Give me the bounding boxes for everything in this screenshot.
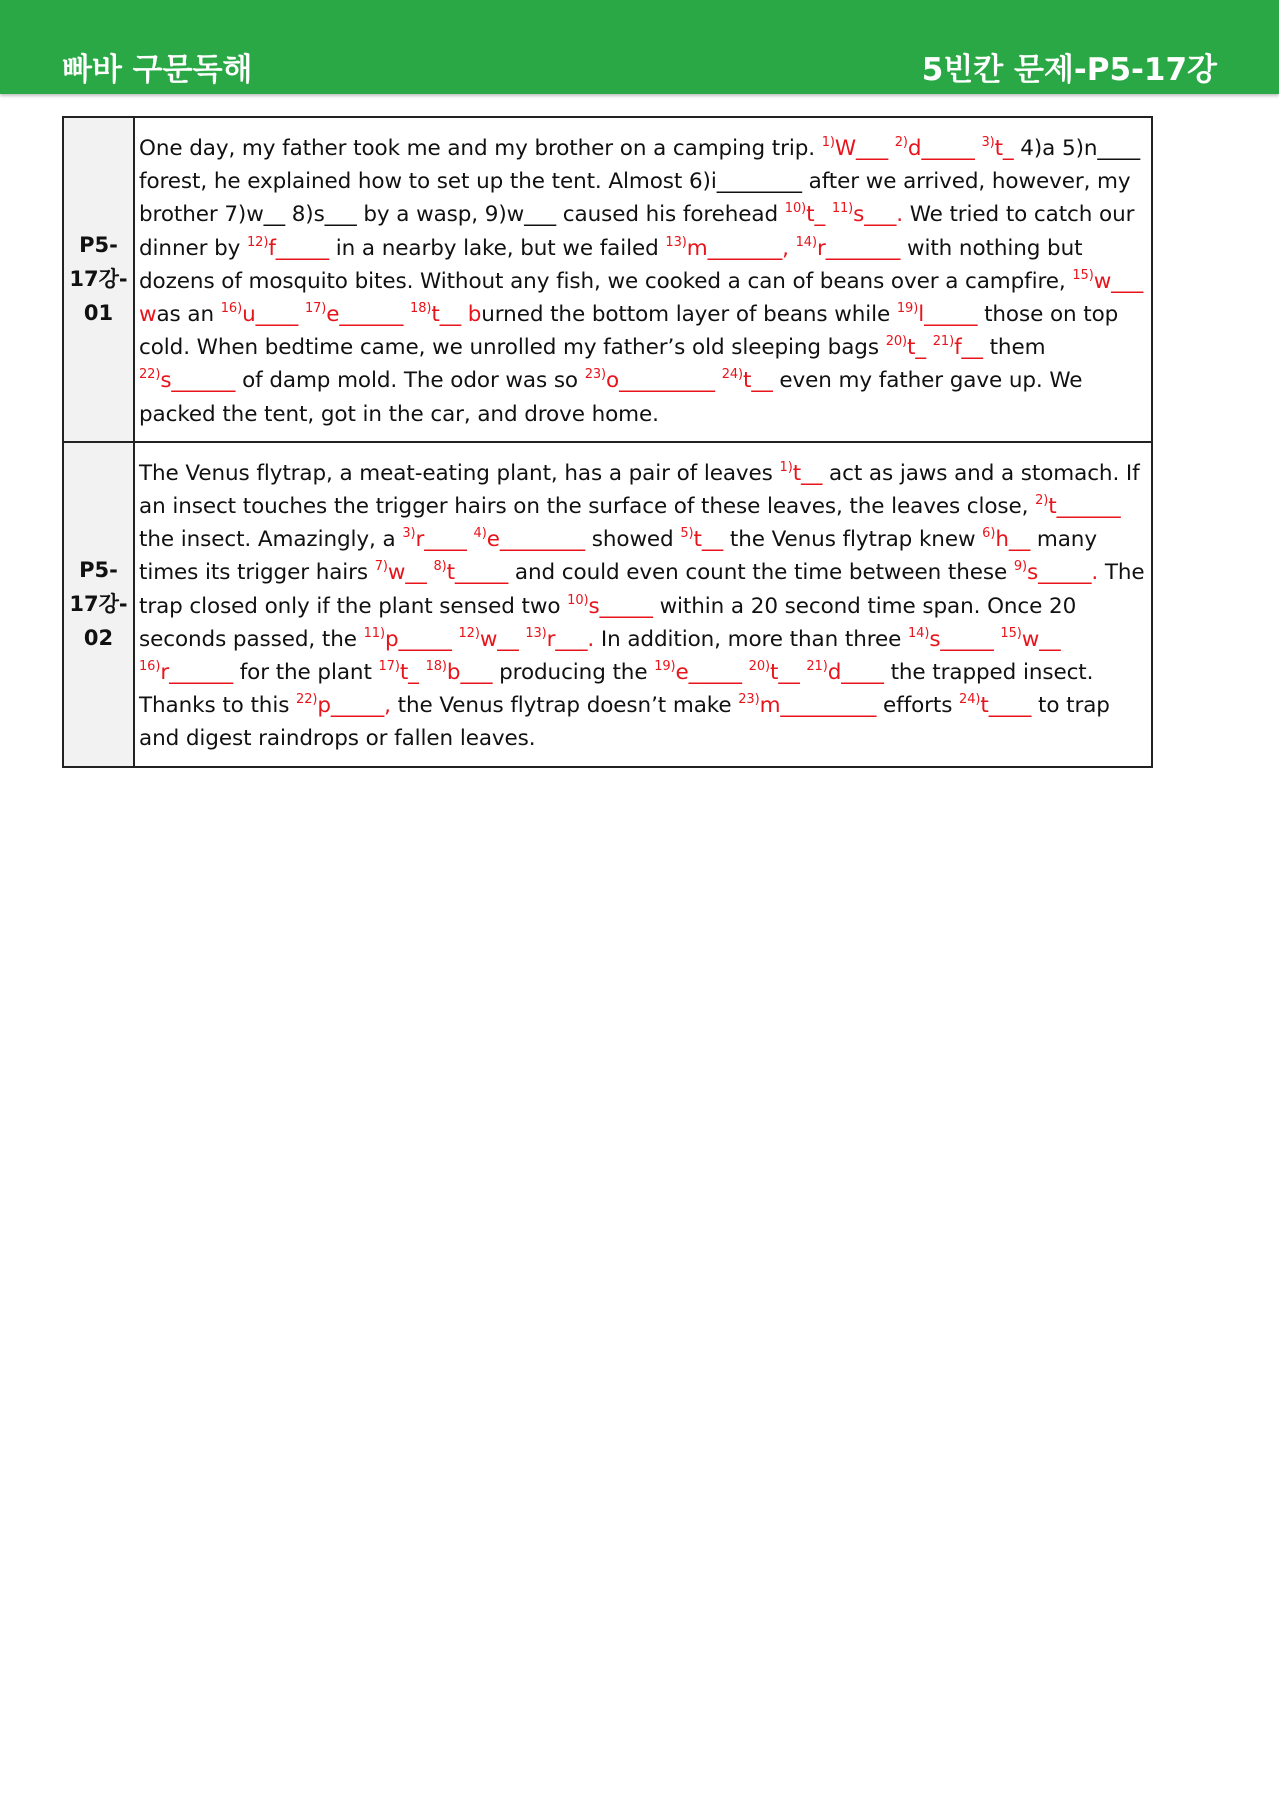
row-label-line: 01 [83,301,114,326]
table-row [63,117,1152,442]
blank-7: $^{7)}$w__ [374,559,427,586]
blank-15: $^{15)}$w___ w [139,267,1144,328]
blank-8: $^{8)}$t_____ [433,559,509,586]
blank-6: $^{6)}$h__ [982,526,1031,553]
blank-19: $^{19)}$e_____ [654,659,742,686]
worksheet-title: 5빈칸 문제-P5-17강 [921,52,1217,88]
blank-18: $^{18)}$t__ b [410,301,482,328]
blank-20: $^{20)}$t_ [885,334,927,361]
blank-23: $^{23)}$m_________ [738,692,877,719]
blank-1: $^{1)}$t__ [779,459,823,486]
worksheet-table [62,116,1153,768]
blank-3: $^{3)}$t_ [981,135,1014,161]
blank-12: $^{12)}$w__ [458,625,519,652]
blank-2: $^{2)}$d_____ [894,135,975,161]
blank-2: $^{2)}$t______ [1035,493,1121,520]
blank-17: $^{17)}$t_ [378,659,419,686]
blank-20: $^{20)}$t__ [748,659,800,686]
blank-22: $^{22)}$p_____, [296,692,391,719]
row-label-line: 17강- [69,592,128,617]
row-label-line: 17강- [69,267,128,292]
blank-11: $^{11)}$p_____ [363,625,452,652]
row-label-line: P5- [79,233,118,258]
blank-17: $^{17)}$e______ [304,301,404,328]
blank-16: $^{16)}$u____ [220,301,299,328]
blank-16: $^{16)}$r______ [139,659,233,686]
blank-10: $^{10)}$s_____ [567,592,653,619]
book-title: 빠바 구문독해 [62,52,253,88]
blank-23: $^{23)}$o_________ [584,367,715,394]
blank-5: $^{5)}$t__ [680,526,724,553]
blank-24: $^{24)}$t__ [721,367,773,394]
blank-9: $^{9)}$s_____. [1013,559,1099,586]
table-row [63,442,1152,767]
blank-21: $^{21)}$f__ [932,334,983,361]
blank-1: $^{1)}$W___ [821,135,888,161]
blank-10: $^{10)}$t_ [784,201,826,228]
blank-19: $^{19)}$l_____ [896,301,978,328]
blank-3: $^{3)}$r____ [402,526,467,553]
page-header [0,0,1279,94]
blank-15: $^{15)}$w__ [1000,625,1061,652]
blank-22: $^{22)}$s______ [139,367,236,394]
blank-24: $^{24)}$t____ [959,692,1032,719]
blank-13: $^{13)}$r___. [525,625,595,652]
row-label [63,117,134,442]
row-label-line: 02 [83,626,114,651]
passage-text: The Venus flytrap, a meat-eating plant, has a pair of leaves $^{1)}$t__ act as jaws and a stomach. If an insect touches the trigger hairs on the surface of these leaves, the leaves close, $^{2)}$t______ the insect. Amazingly, a $^{3)}$r____ $^{4)}$e________ showed $^{5)}$t__ the Venus flytrap knew $^{6)}$h__ many times its trigger hairs $^{7)}$w__ $^{8)}$t_____ and could even count the time between these $^{9)}$s_____. The trap closed only if the plant sensed two $^{10)}$s_____ within a 20 second time span. Once 20 seconds passed, the $^{11)}$p_____ $^{12)}$w__ $^{13)}$r___. In addition, more than three $^{14)}$s_____ $^{15)}$w__ $^{16)}$r______ for the plant $^{17)}$t_ $^{18)}$b___ producing the $^{19)}$e_____ $^{20)}$t__ $^{21)}$d____ the trapped insect. Thanks to this $^{22)}$p_____, the Venus flytrap doesn’t make $^{23)}$m_________ efforts $^{24)}$t____ to trap and digest raindrops or fallen leaves. [134,442,1152,767]
passage-text: One day, my father took me and my brother on a camping trip. $^{1)}$W___ $^{2)}$d_____ $^{3)}$t_ 4)a 5)n____ forest, he explained how to set up the tent. Almost 6)i________ after we arrived, however, my brother 7)w__ 8)s___ by a wasp, 9)w___ caused his forehead $^{10)}$t_ $^{11)}$s___. We tried to catch our dinner by $^{12)}$f_____ in a nearby lake, but we failed $^{13)}$m_______, $^{14)}$r_______ with nothing but dozens of mosquito bites. Without any fish, we cooked a can of beans over a campfire, $^{15)}$w___ was an $^{16)}$u____ $^{17)}$e______ $^{18)}$t__ burned the bottom layer of beans while $^{19)}$l_____ those on top cold. When bedtime came, we unrolled my father’s old sleeping bags $^{20)}$t_ $^{21)}$f__ them $^{22)}$s______ of damp mold. The odor was so $^{23)}$o_________ $^{24)}$t__ even my father gave up. We packed the tent, got in the car, and drove home. [134,117,1152,442]
blank-14: $^{14)}$r_______ [795,234,901,261]
blank-21: $^{21)}$d____ [806,659,884,686]
row-label [63,442,134,767]
row-label-line: P5- [79,558,118,583]
blank-4: $^{4)}$e________ [473,526,586,553]
blank-18: $^{18)}$b___ [425,659,493,686]
blank-11: $^{11)}$s___. [831,201,903,228]
blank-14: $^{14)}$s_____ [907,625,994,652]
blank-13: $^{13)}$m_______, [665,234,789,261]
blank-12: $^{12)}$f_____ [246,234,330,261]
